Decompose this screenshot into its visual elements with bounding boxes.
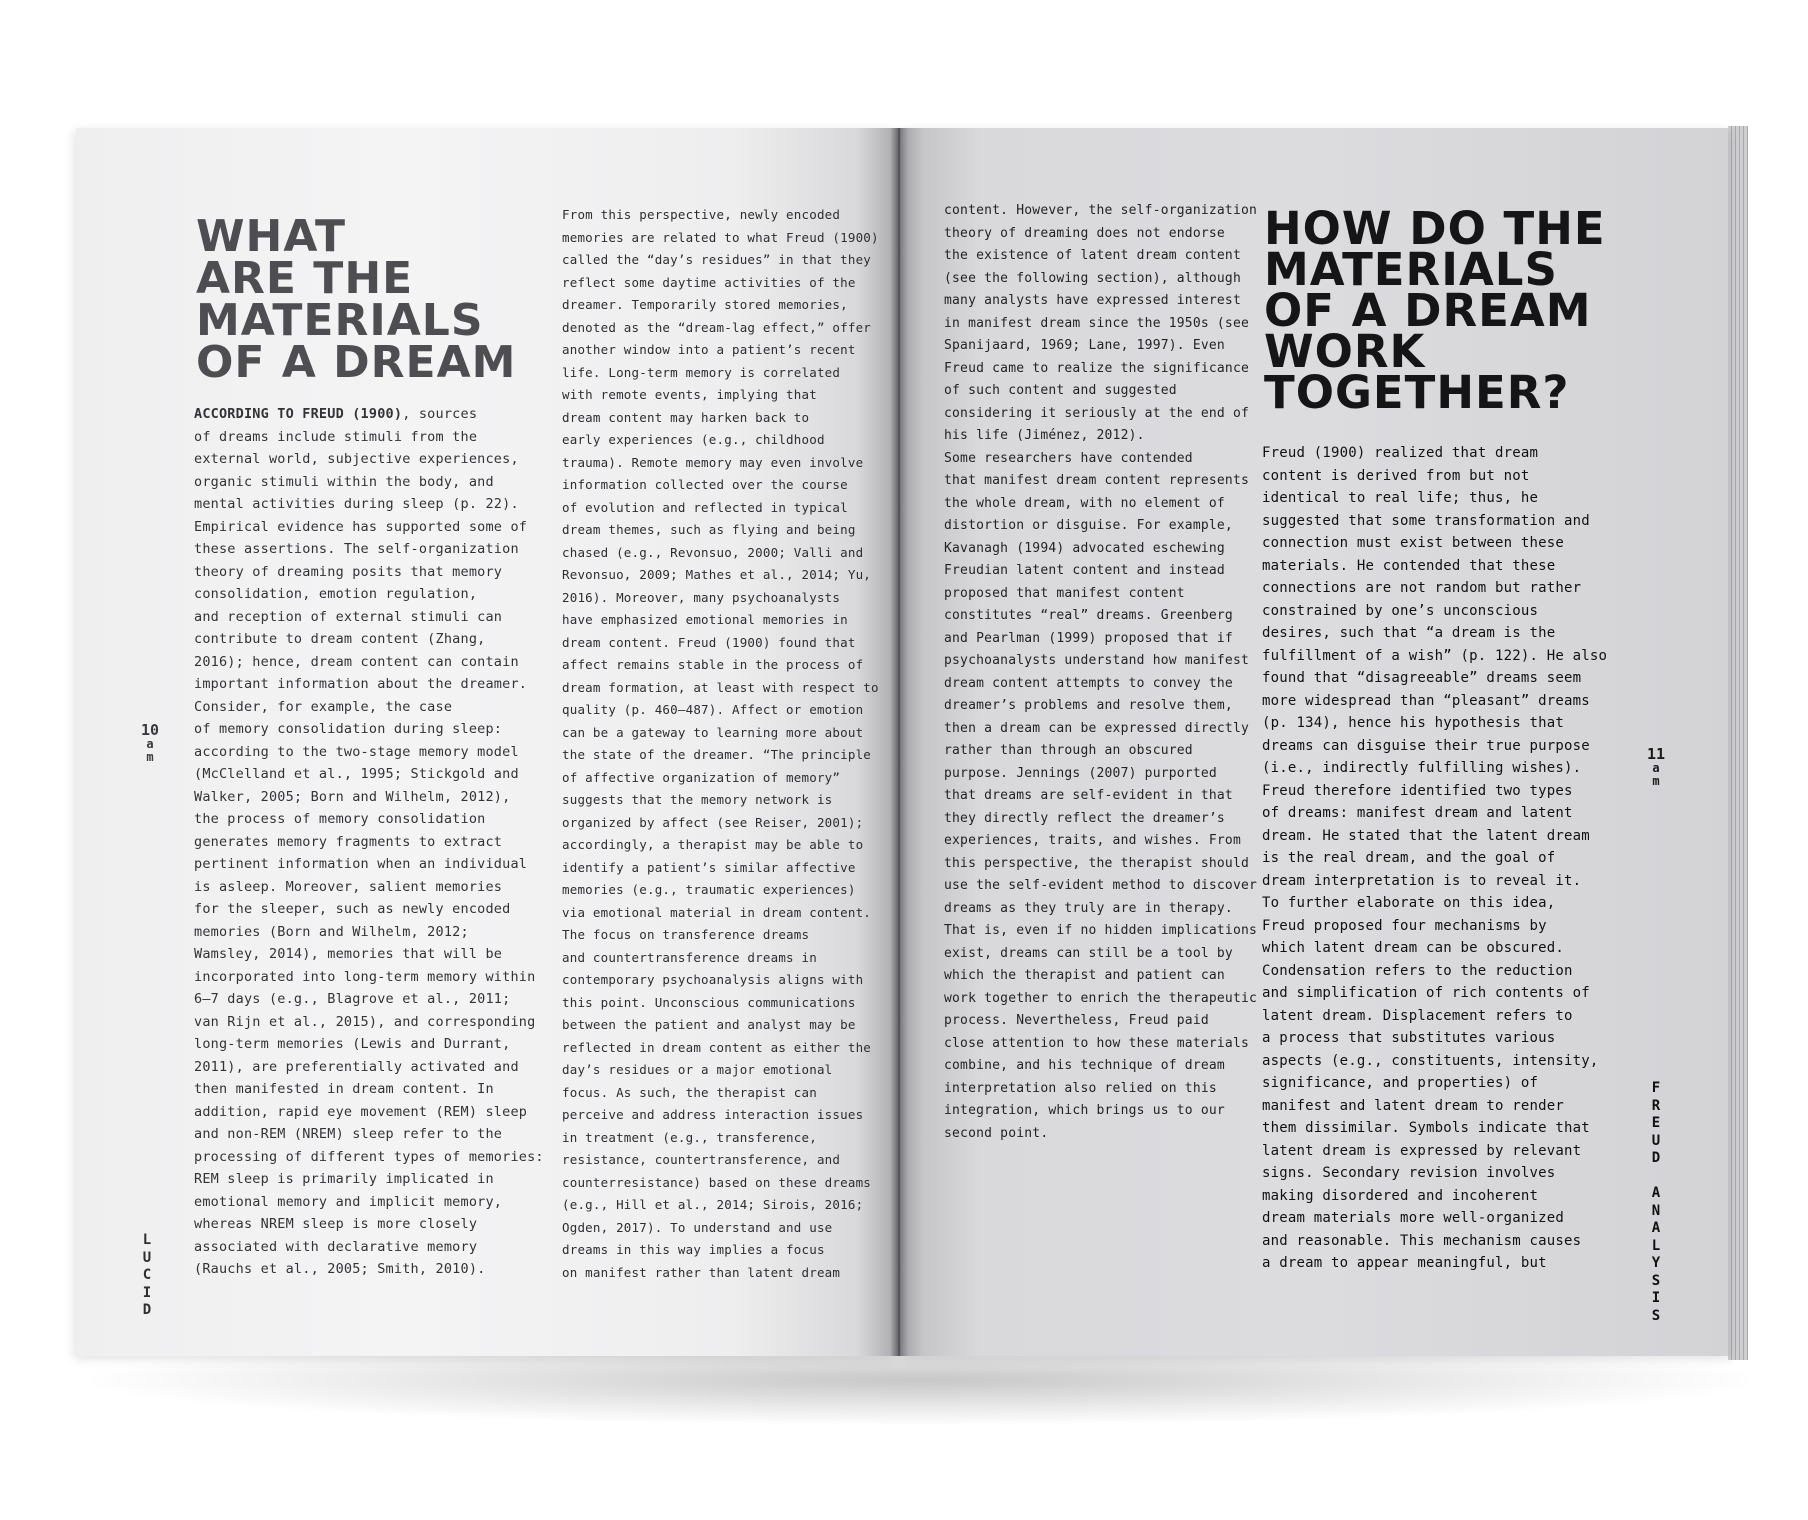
left-column-1-text: , sources of dreams include stimuli from the external world, subjective experiences, organic stimuli within the body, and mental activities during sleep (p. 22). Empirical evidence has supported some of these assertions. The self-organization theory of dreaming posits that memory consolidation, emotion regulation, and reception of external stimuli can contribute to dream content (Zhang, 2016); hence, dream content can contain important information about the dreamer. Consider, for example, the case of memory consolidation during sleep: according to the two-stage memory model (McClelland et al., 1995; Stickgold and Walker, 2005; Born and Wilhelm, 2012), the process of memory consolidation generates memory fragments to extract pertinent information when an individual is asleep. Moreover, salient memories for the sleeper, such as newly encoded memories (Born and Wilhelm, 2012; Wamsley, 2014), memories that will be incorporated into long-term memory within 6–7 days (e.g., Blagrove et al., 2011; van Rijn et al., 2015), and corresponding long-term memories (Lewis and Durrant, 2011), are preferentially activated and then manifested in dream content. In addition, rapid eye movement (REM) sleep and non-REM (NREM) sleep refer to the processing of different types of memories: REM sleep is primarily implicated in emotional memory and implicit memory, whereas NREM sleep is more closely associated with declarative memory (Rauchs et al., 2005; Smith, 2010).: [194, 406, 544, 1277]
left-running-head: L U C I D: [142, 1232, 152, 1318]
left-column-1: [194, 403, 554, 1281]
right-page-title: HOW DO THE MATERIALS OF A DREAM WORK TOGETHER?: [1264, 202, 1606, 419]
right-page-number: [1644, 746, 1668, 788]
left-page-number: [138, 722, 162, 764]
left-page-title: WHAT ARE THE MATERIALS OF A DREAM: [196, 211, 517, 388]
right-column-2: Freud (1900) realized that dream content is derived from but not identical to real life; thus, he suggested that some transformation and connection must exist between these materials. He contended that these connections are not random but rather constrained by one’s unconscious desires, such that “a dream is the fulfillment of a wish” (p. 122). He also found that “disagreeable” dreams seem more widespread than “pleasant” dreams (p. 134), hence his hypothesis that dreams can disguise their true purpose (i.e., indirectly fulfilling wishes). Freud therefore identified two types of dreams: manifest dream and latent dream. He stated that the latent dream is the real dream, and the goal of dream interpretation is to reveal it. To further elaborate on this idea, Freud proposed four mechanisms by which latent dream can be obscured. Condensation refers to the reduction and simplification of rich contents of latent dream. Displacement refers to a process that substitutes various aspects (e.g., constituents, intensity, significance, and properties) of manifest and latent dream to render them dissimilar. Symbols indicate that latent dream is expressed by relevant signs. Secondary revision involves making disordered and incoherent dream materials more well-organized and reasonable. This mechanism causes a dream to appear meaningful, but: [1262, 445, 1608, 1271]
right-page-number-suffix: a m: [1652, 761, 1660, 788]
lead-in: ACCORDING TO FREUD (1900): [194, 406, 403, 422]
left-page-number-digits: 10: [140, 721, 160, 739]
left-page-number-suffix: a m: [146, 737, 154, 764]
right-column-1: content. However, the self-organization theory of dreaming does not endorse the existence of latent dream content (see the following section), although many analysts have expressed interest in manifest dream since the 1950s (see Spanijaard, 1969; Lane, 1997). Even Freud came to realize the significance of such content and suggested considering it seriously at the end of his life (Jiménez, 2012). Some researchers have contended that manifest dream content represents the whole dream, with no element of distortion or disguise. For example, Kavanagh (1994) advocated eschewing Freudian latent content and instead proposed that manifest content constitutes “real” dreams. Greenberg and Pearlman (1999) proposed that if psychoanalysts understand how manifest dream content attempts to convey the dreamer’s problems and resolve them, then a dream can be expressed directly rather than through an obscured purpose. Jennings (2007) purported that dreams are self-evident in that they directly reflect the dreamer’s experiences, traits, and wishes. From this perspective, the therapist should use the self-evident method to discover dreams as they truly are in therapy. That is, even if no hidden implications exist, dreams can still be a tool by which the therapist and patient can work together to enrich the therapeutic process. Nevertheless, Freud paid close attention to how these materials combine, and his technique of dream interpretation also relied on this integration, which brings us to our second point.: [944, 203, 1258, 1141]
book-gutter: [890, 128, 908, 1356]
page-edges: [1728, 126, 1748, 1360]
left-column-2: From this perspective, newly encoded memories are related to what Freud (1900) called the “day’s residues” in that they reflect some daytime activities of the dreamer. Temporarily stored memories, denoted as the “dream-lag effect,” offer another window into a patient’s recent life. Long-term memory is correlated with remote events, implying that dream content may harken back to early experiences (e.g., childhood trauma). Remote memory may even involve information collected over the course of evolution and reflected in typical dream themes, such as flying and being chased (e.g., Revonsuo, 2000; Valli and Revonsuo, 2009; Mathes et al., 2014; Yu, 2016). Moreover, many psychoanalysts have emphasized emotional memories in dream content. Freud (1900) found that affect remains stable in the process of dream formation, at least with respect to quality (p. 460–487). Affect or emotion can be a gateway to learning more about the state of the dreamer. “The principle of affective organization of memory” suggests that the memory network is organized by affect (see Reiser, 2001); accordingly, a therapist may be able to identify a patient’s similar affective memories (e.g., traumatic experiences) via emotional material in dream content. The focus on transference dreams and countertransference dreams in contemporary psychoanalysis aligns with this point. Unconscious communications between the patient and analyst may be reflected in dream content as either the day’s residues or a major emotional focus. As such, the therapist can perceive and address interaction issues in treatment (e.g., transference, resistance, countertransference, and counterresistance) based on these dreams (e.g., Hill et al., 2014; Sirois, 2016; Ogden, 2017). To understand and use dreams in this way implies a focus on manifest rather than latent dream: [562, 207, 879, 1280]
right-page-number-digits: 11: [1646, 745, 1666, 763]
right-running-head: F R E U D A N A L Y S I S: [1651, 1080, 1661, 1324]
